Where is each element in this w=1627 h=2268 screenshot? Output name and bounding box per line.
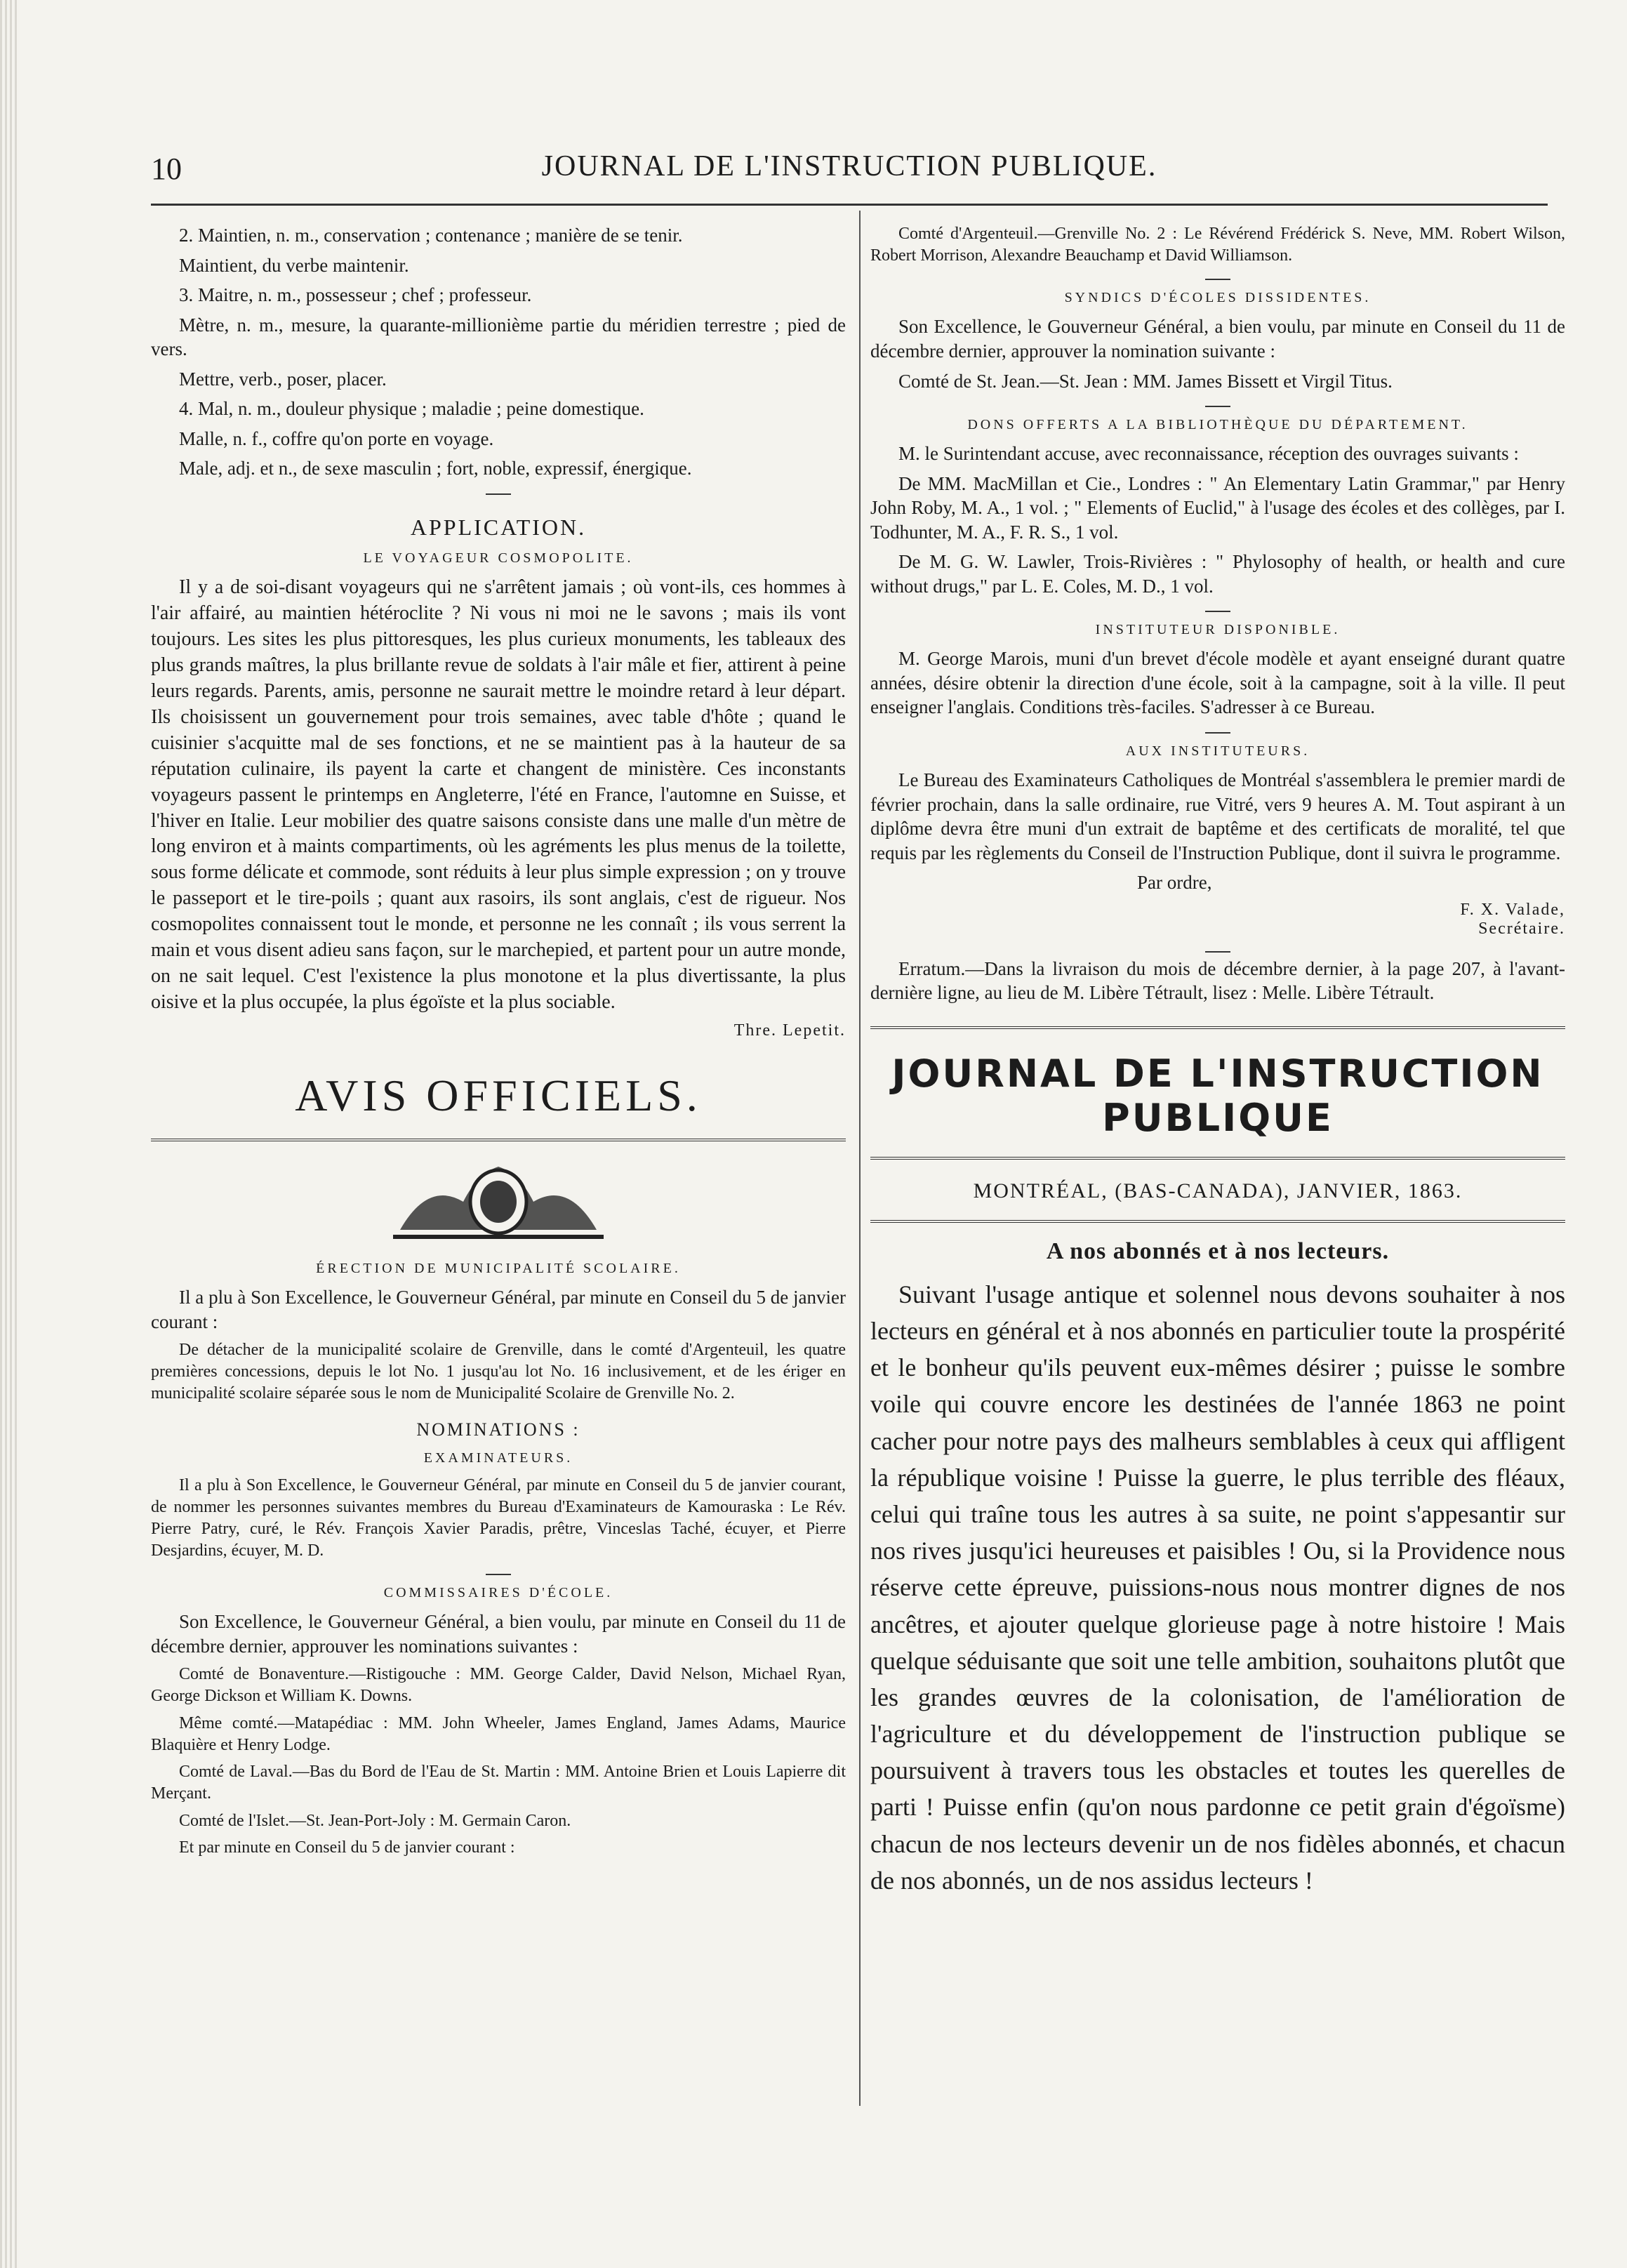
application-signature: Thre. Lepetit.	[733, 1021, 846, 1040]
editorial-text: Suivant l'usage antique et solennel nous devons souhaiter à nos lecteurs en général et à nos abonnés en particulier toute la prospérité et le bonheur qu'ils peuvent eux-mêmes désirer ; puisse le sombre voile qui couvre encore les destinées de l'année 1863 ne point cacher pour notre pays des malheurs semblables à ceux qui affligent la république voisine ! Puisse la guerre, le plus terrible des fléaux, celui qui traîne tous les autres à sa suite, ne point s'appesantir sur nos rives jusqu'ici heureuses et paisibles ! Ou, si la Providence nous réserve cette épreuve, puissions-nous nous montrer dignes de nos ancêtres, et ajouter quelque glorieuse page à notre histoire ! Mais quelque séduisante que soit une telle ambition, souhaitons plutôt que les grandes œuvres de la colonisation, de l'amélioration de l'agriculture et du développement de l'instruction publique se poursuivent à travers tous les obstacles et toutes les querelles de parti ! Puisse enfin (qu'on nous pardonne ce petit grain d'égoïsme) chacun de nos lecteurs devenir un de nos fidèles abonnés, et chacun de nos abonnés, un de nos assidus lecteurs !	[870, 1280, 1565, 1895]
vocab-entry: Mettre, verb., poser, placer.	[179, 368, 387, 390]
running-title: JOURNAL DE L'INSTRUCTION PUBLIQUE.	[541, 150, 1157, 183]
nominations-title: NOMINATIONS :	[416, 1419, 580, 1440]
vocab-entry: Mètre, n. m., mesure, la quarante-millionième partie du méridien terrestre ; pied de vers.	[151, 314, 846, 360]
page-number: 10	[151, 152, 182, 186]
commissaires-item: Comté de Bonaventure.—Ristigouche : MM. George Calder, David Nelson, Michael Ryan, George Dickson et William K. Downs.	[151, 1665, 846, 1706]
dons-paragraph: De MM. MacMillan et Cie., Londres : " An Elementary Latin Grammar," par Henry John Roby, M. A., 1 vol. ; " Elements of Euclid," à l'usage des écoles et des collèges, par I. Todhunter, M. A., F. R. S., 1 vol.	[870, 472, 1565, 543]
masthead: JOURNAL DE L'INSTRUCTION PUBLIQUE	[891, 1051, 1544, 1140]
section-dash	[1205, 951, 1230, 953]
application-title: APPLICATION.	[410, 514, 587, 540]
royal-arms-emblem-icon	[386, 1153, 611, 1244]
commissaires-intro: Son Excellence, le Gouverneur Général, a bien voulu, par minute en Conseil du 11 de décembre dernier, approuver les nominations suivantes :	[151, 1611, 846, 1657]
application-subtitle: LE VOYAGEUR COSMOPOLITE.	[363, 550, 634, 566]
header-rule	[151, 204, 1548, 206]
section-dash	[486, 493, 511, 495]
double-rule	[870, 1157, 1565, 1160]
commissaires-item: Même comté.—Matapédiac : MM. John Wheeler, James England, James Adams, Maurice Blaquière et Henry Lodge.	[151, 1713, 846, 1754]
section-dash	[486, 1574, 511, 1575]
erection-title: ÉRECTION DE MUNICIPALITÉ SCOLAIRE.	[316, 1261, 681, 1277]
vocab-entry: 4. Mal, n. m., douleur physique ; maladie ; peine domestique.	[179, 398, 644, 420]
dons-paragraph: M. le Surintendant accuse, avec reconnaissance, réception des ouvrages suivants :	[898, 443, 1519, 465]
instituteur-title: INSTITUTEUR DISPONIBLE.	[1095, 622, 1341, 638]
double-rule	[870, 1026, 1565, 1029]
examinateurs-text: Il a plu à Son Excellence, le Gouverneur Général, par minute en Conseil du 5 de janvier courant, de nommer les personnes suivantes membres du Bureau d'Examinateurs de Kamouraska : Le Rév. Pierre Patry, curé, le Rév. François Xavier Paradis, prêtre, Vinceslas Taché, écuyer, et Pierre Desjardins, écuyer, M. D.	[151, 1476, 846, 1560]
double-rule	[870, 1220, 1565, 1223]
argenteuil-paragraph: Comté d'Argenteuil.—Grenville No. 2 : Le Révérend Frédérick S. Neve, MM. Robert Wilson, Robert Morrison, Alexandre Beauchamp et David Williamson.	[870, 225, 1565, 265]
section-dash	[1205, 611, 1230, 612]
page-header	[151, 144, 1548, 193]
application-text: Il y a de soi-disant voyageurs qui ne s'arrêtent jamais ; où vont-ils, ces hommes à l'air affairé, au maintien hétéroclite ? Ni vous ni moi ne le savons ; mais ils vont toujours. Les sites les plus pittoresques, les plus curieux monuments, les tableaux des plus grands maîtres, la plus brillante revue de soldats à l'air mâle et fier, attirent à peine leurs regards. Parents, amis, personne ne saurait mettre le moindre retard à leur départ. Ils choisissent un gouvernement pour trois semaines, avec table d'hôte ; quand le cuisinier s'acquitte mal de ses fonctions, et ne se maintient pas à la hauteur de sa réputation culinaire, ils payent la carte et changent de ministère. Ces inconstants voyageurs passent le printemps en Angleterre, l'été en France, l'automne en Suisse, et l'hiver en Italie. Leur mobilier des quatre saisons consiste dans une malle d'un mètre de long environ et à maints compartiments, où les agréments les plus menus de la toilette, sous forme délicate et commode, sont réduits à leur plus simple expression ; on y trouve le passeport et le tire-poils ; quant aux rasoirs, ils sont anglais, c'est de rigueur. Nos cosmopolites connaissent tout le monde, et personne ne les connaît ; ils vous serrent la main et vous disent adieu sans façon, sur le marchepied, et partent pour un autre monde, on ne sait lequel. C'est l'existence la plus monotone et la plus divertissante, la plus oisive et la plus occupée, la plus égoïste et la plus sociable.	[151, 576, 846, 1014]
erection-paragraph: Il a plu à Son Excellence, le Gouverneur Général, par minute en Conseil du 5 de janvier courant :	[151, 1287, 846, 1332]
vocab-entry: 3. Maitre, n. m., possesseur ; chef ; professeur.	[179, 284, 532, 306]
dons-paragraph: De M. G. W. Lawler, Trois-Rivières : " Phylosophy of health, or health and cure without drugs," par L. E. Coles, M. D., 1 vol.	[870, 551, 1565, 597]
commissaires-item: Et par minute en Conseil du 5 de janvier courant :	[179, 1838, 515, 1857]
section-dash	[1205, 406, 1230, 407]
erection-paragraph: De détacher de la municipalité scolaire de Grenville, dans le comté d'Argenteuil, les quatre premières concessions, depuis le lot No. 1 jusqu'au lot No. 16 inclusivement, et de les ériger en municipalité scolaire séparée sous le nom de Municipalité Scolaire de Grenville No. 2.	[151, 1341, 846, 1402]
left-column	[151, 223, 846, 1864]
signature-name: F. X. Valade,	[1460, 900, 1565, 919]
right-column	[870, 223, 1565, 1904]
vocab-entry: Maintient, du verbe maintenir.	[179, 254, 409, 276]
scan-edge	[0, 0, 18, 2268]
vocab-entry: 2. Maintien, n. m., conservation ; contenance ; manière de se tenir.	[179, 225, 683, 246]
par-ordre: Par ordre,	[1137, 872, 1212, 894]
aux-instituteurs-title: AUX INSTITUTEURS.	[1125, 743, 1310, 759]
column-separator	[859, 211, 861, 2106]
syndics-paragraph: Son Excellence, le Gouverneur Général, a bien voulu, par minute en Conseil du 11 de décembre dernier, approuver la nomination suivante :	[870, 316, 1565, 362]
syndics-title: SYNDICS D'ÉCOLES DISSIDENTES.	[1064, 290, 1372, 306]
section-dash	[1205, 732, 1230, 734]
editorial-title: A nos abonnés et à nos lecteurs.	[1046, 1238, 1390, 1264]
commissaires-item: Comté de l'Islet.—St. Jean-Port-Joly : M. Germain Caron.	[179, 1811, 571, 1830]
double-rule	[151, 1139, 846, 1141]
signature-title: Secrétaire.	[1478, 919, 1565, 938]
instituteur-text: M. George Marois, muni d'un brevet d'école modèle et ayant enseigné durant quatre années, désire obtenir la direction d'une école, soit à la campagne, soit à la ville. Il peut enseigner l'anglais. Conditions très-faciles. S'adresser à ce Bureau.	[870, 648, 1565, 718]
syndics-paragraph: Comté de St. Jean.—St. Jean : MM. James Bissett et Virgil Titus.	[898, 370, 1393, 392]
section-dash	[1205, 279, 1230, 280]
examinateurs-title: EXAMINATEURS.	[423, 1450, 573, 1466]
commissaires-item: Comté de Laval.—Bas du Bord de l'Eau de St. Martin : MM. Antoine Brien et Louis Lapierre dit Merçant.	[151, 1763, 846, 1803]
vocab-entry: Male, adj. et n., de sexe masculin ; fort, noble, expressif, énergique.	[179, 458, 692, 479]
dateline: MONTRÉAL, (BAS-CANADA), JANVIER, 1863.	[973, 1179, 1463, 1202]
commissaires-title: COMMISSAIRES D'ÉCOLE.	[383, 1585, 613, 1601]
aux-instituteurs-text: Le Bureau des Examinateurs Catholiques de Montréal s'assemblera le premier mardi de février prochain, dans la salle ordinaire, rue Vitré, vers 9 heures A. M. Tout aspirant à un diplôme devra être muni d'un extrait de baptême et des certificats de moralité, tel que requis par les règlements du Conseil de l'Instruction Publique, dont il suivra le programme.	[870, 769, 1565, 863]
dons-title: DONS OFFERTS A LA BIBLIOTHÈQUE DU DÉPARTEMENT.	[967, 417, 1468, 433]
avis-officiels-title: AVIS OFFICIELS.	[295, 1070, 702, 1121]
vocab-entry: Malle, n. f., coffre qu'on porte en voyage.	[179, 427, 494, 449]
erratum-text: Erratum.—Dans la livraison du mois de décembre dernier, à la page 207, à l'avant-dernière ligne, au lieu de M. Libère Tétrault, lisez : Melle. Libère Tétrault.	[870, 957, 1565, 1004]
